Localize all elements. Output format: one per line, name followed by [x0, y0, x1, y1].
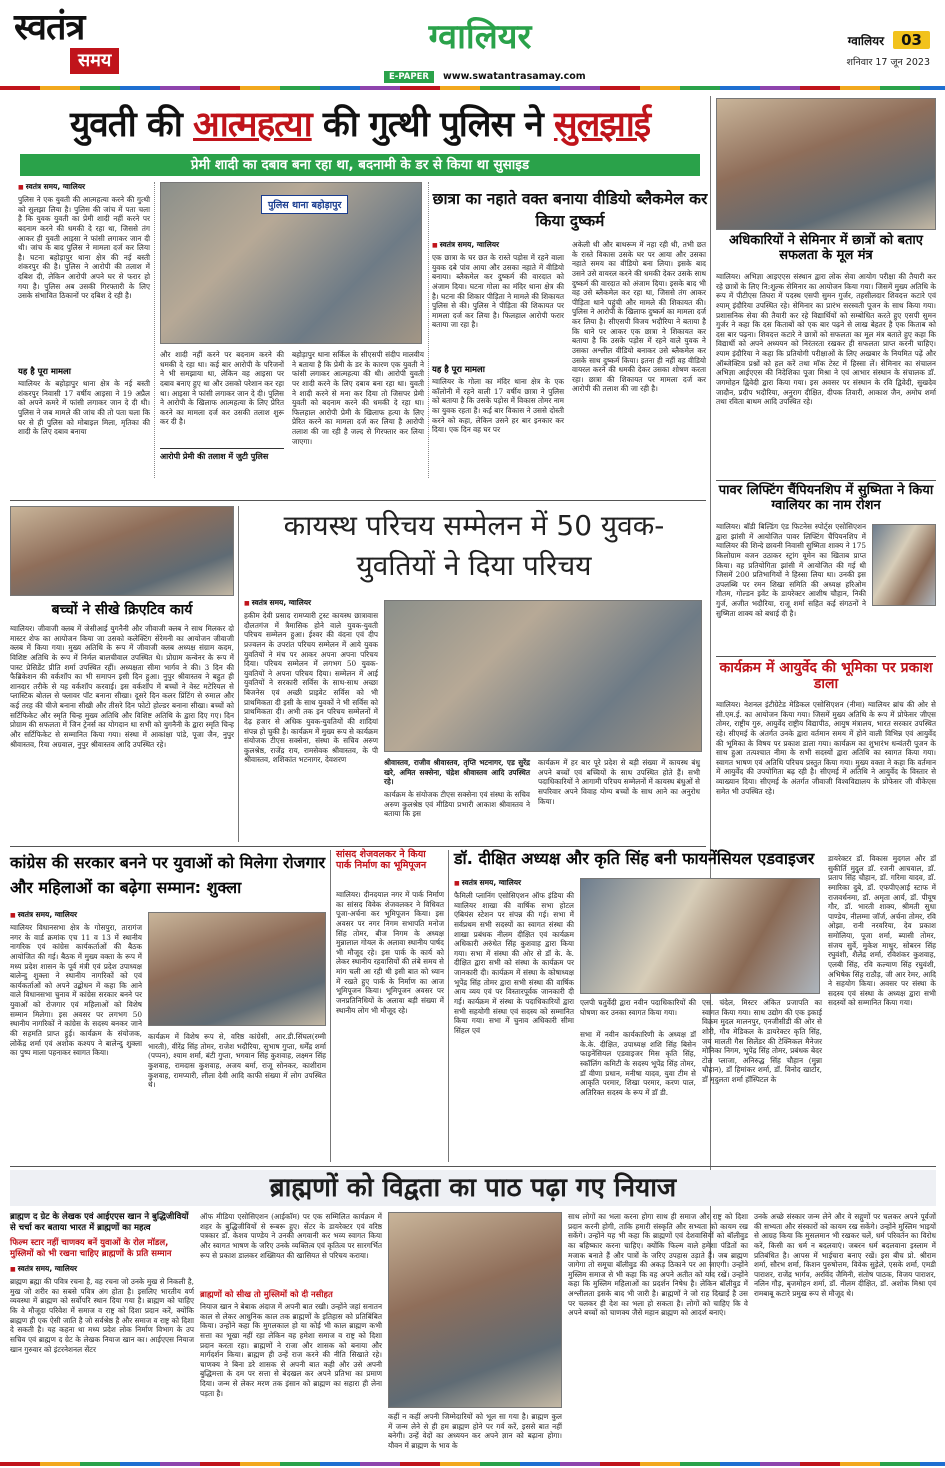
byline: ■ स्वतंत्र समय, ग्वालियर [10, 910, 142, 920]
row-rule [716, 480, 936, 481]
article-text: और शादी नहीं करने पर बदनाम करने की धमकी दे रहा था। कई बार आरोपी के परिजनों ने भी समझाया था, लेकिन वह आइसा पर दबाव बनाए हुए था और उसको परेशान कर रहा था। आइसा ने फांसी लगाकर जान दे दी। पुलिस ने आरोपी के खिलाफ आत्महत्या के लिए प्रेरित करने का मामला दर्ज कर उसकी तलाश शुरू कर दी है। [160, 350, 284, 427]
photo-caption: आरोपी प्रेमी की तलाश में जुटी पुलिस [160, 448, 284, 462]
article-text: कार्यक्रम में हर बार पूरे प्रदेश से बड़ी संख्या में कायस्थ बंधु अपने बच्चों एवं बच्चियों के साथ उपस्थित होते हैं। सभी पदाधिकारियों ने आगामी परिचय सम्मेलनों में कायस्थ बंधुओं से सपरिवार अपने विवाह योग्य बच्चों के साथ आने का अनुरोध किया। [538, 758, 700, 806]
dikshit-col-1 [454, 878, 574, 1160]
seminar-headline: अधिकारियों ने सेमिनार में छात्रों को बताए सफलता के मूल मंत्र [729, 233, 923, 263]
police-station-photo [160, 182, 422, 344]
page-info [790, 30, 930, 80]
lead-col-2 [160, 350, 284, 490]
congress-headline: कांग्रेस की सरकार बनने पर युवाओं को मिलेगा रोजगार और महिलाओं का बढ़ेगा सम्मान: शुक्ला [10, 853, 326, 897]
article-text: बहोड़ापुर थाना सर्किल के सीएसपी संदीप मालवीय ने बताया है कि प्रेमी के डर के कारण एक युवती ने फांसी लगाकर आत्महत्या की थी। आरोपी युवती पर शादी करने के लिए दबाव बना रहा था। युवती ने शादी करने से मना कर दिया तो जिसपर प्रेमी युवती को बदनाम करने की धमकी दे रहा था। फिलहाल आरोपी प्रेमी के खिलाफ हत्या के लिए प्रेरित करने का मामला दर्ज कर लिया है आरोपी तलाश की जा रही है जल्द से गिरफ्तार कर लिया जाएगा। [292, 350, 424, 446]
epaper-bar [384, 64, 644, 82]
article-text: डायरेक्टर डॉ. विकास मुदगल और डॉ सुकीर्ति मुदुल डॉ. रजनी आचवाल, डॉ. प्रताप सिंह चौहान, डॉ. गरिमा यादव, डॉ. स्मारिका दुबे, डॉ. एफपीएआई स्टाफ में राजवर्धनमा, डॉ. अमृता आर्य, डॉ. पीयूष गौर, डॉ. भारती शाक्य, श्रीमती सुधा पाण्डेय, नीलम्मा जॉर्ज, अर्चना तोमर, रवि ओझा, रानी नरवरिया, देव प्रकाश समोलिया, पूजा शर्मा, ब्यासी तोमर, संजय सुर्वे, मुकेश माथुर, सोबरन सिंह रघुवंशी, शैलेंद्र शर्मा, रविशंकर कुशवाह, एलबी सिंह, रवि कल्याण सिंह रघुवंशी, अभिषेक सिंह राठौड़, जी आर रेमर, आदि ने सहयोग किया। अवसर पर संस्था के सदस्य एवं संस्था के अध्यक्ष द्वारा सभी सदस्यों को सम्मानित किया गया। [828, 854, 936, 1008]
column-rule [448, 850, 449, 1162]
niyaz-khan-photo [388, 1212, 562, 1408]
article-text: कार्यक्रम में विशेष रूप से, वरिष्ठ कांग्रेसी, आर.डी.सिंघल(रम्मी भारती), वीरेंद्र सिंह तोमर, राजेश भदौरिया, सुभाष गुप्ता, धर्मेंद्र शर्मा (पप्पन), श्याम शर्मा, बंटी गुप्ता, भगवान सिंह कुशवाह, लक्ष्मन सिंह कुशवाह, रामदास कुशवाह, अजय बर्मा, राजू सोनकर, काशीराम कुशवाह, रामप्यारी, लीला देवी आदि काफी संख्या में लोग उपस्थित थे। [148, 1032, 326, 1090]
bullet-1: ब्राह्मण द ग्रेट के लेखक एवं आईएएस खान ने बुद्धिजीवियों से चर्चा कर बताया भारत में ब्राह्मणों का महत्व [10, 1212, 189, 1234]
row-rule [716, 656, 936, 657]
article-text: ग्वालियर के गोला का मंदिर थाना क्षेत्र के एक कॉलोनी में रहने वाली 17 वर्षीय छात्रा ने पुलिस को बताया है कि उसके पड़ोस में विकास तोमर नाम का युवक रहता है। कई बार विकास ने उससे दोस्ती करने को कहा, लेकिन उसने हर बार इनकार कर दिया। एक दिन वह घर पर [432, 377, 564, 435]
bachche-headline: बच्चों ने सीखे क्रिएटिव कार्य [51, 602, 193, 618]
city-title: ग्वालियर [428, 17, 532, 57]
subhead: यह है पूरा मामला [18, 366, 71, 376]
felicitation-photo [580, 878, 820, 994]
sushmita-photo [872, 524, 936, 606]
brahman-col-1 [10, 1212, 194, 1460]
kids-workshop-photo [10, 506, 234, 596]
power-story [716, 484, 936, 654]
chhatra-col-1 [432, 240, 564, 480]
article-text: ग्वालियर। अभिज्ञा आइएएस संस्थान द्वारा लोक सेवा आयोग परीक्षा की तैयारी कर रहे छात्रों के लिए नि:शुल्क सेमिनार का आयोजन किया गया। जिसमें मुख्य अतिथि के रूप में पीटीएस तिघरा में पदस्थ एसपी सुमन गुर्जर, तहसीलदार शिवदत्त कटारे एवं श्याम् इंदौरिया उपस्थित रहे। सेमिनार का प्रारंभ सरस्वती पूजन के साथ किया गया। प्रशासनिक सेवा की तैयारी कर रहे विद्यार्थियों को सम्बोधित करते हुए एसपी सुमन गुर्जर ने कहा कि दस किताबों को एक बार पढ़ने से लाख बेहतर है एक किताब को दस बार पढ़ना। शिवदत्त कटारे ने छात्रों को सफलता का मूल मंत्र बताते हुए कहा कि विद्यार्थी को अपने अध्ययन को निरंतरता रखकर ही सफलता प्राप्त करनी चाहिए। श्याम इंदौरिया ने कहा कि प्रतियोगी परीक्षाओं के लिए अखबार के नियमित पढ़ें और ऑब्जेक्टिव प्रश्नों को हल करें तथा मॉक टेस्ट में हिस्सा लें। सेमिनार का संचालन अभिज्ञा आईएएस की निदेशिका पूजा मिश्रा ने एवं आभार संस्थान के संचालक डॉ. जगमोहन द्विवेदी द्वारा किया गया। इस अवसर पर संस्थान के रवि द्विवेदी, सुखदेव जादौन, प्रदीप भदौरिया, अनुराग दीक्षित, दीपक तिवारी, आकाश जैन, अमोघ शर्मा तथा रविता बाथम आदि उपस्थित रहे। [716, 272, 936, 407]
brahman-col-2 [200, 1212, 382, 1460]
row-rule [10, 500, 706, 501]
dikshit-col-2 [580, 998, 696, 1160]
article-text: एक छात्रा के घर छत के रास्ते पड़ोस में रहने वाला युवक दबे पांव आया और उसका नहाते में वीडियो बनाया। ब्लैकमेल कर दुष्कर्म की वारदात को अंजाम दिया। घटना गोला का मंदिर थाना क्षेत्र की है। घटना की शिकार पीड़िता ने मामले की शिकायत पुलिस से की। पुलिस ने पीड़िता की शिकायत पर मामला दर्ज कर लिया है। फिलहाल आरोपी फरार बताया जा रहा है। [432, 253, 564, 330]
byline: ■ स्वतंत्र समय, ग्वालियर [244, 598, 378, 608]
row-rule [10, 846, 706, 847]
dikshit-story [454, 850, 936, 1162]
bottom-stripe [0, 1462, 945, 1466]
power-headline: पावर लिफ्टिंग चैंपियनशिप में सुष्मिता ने किया ग्वालियर का नाम रोशन [718, 483, 934, 513]
congress-col-1 [10, 910, 142, 1160]
article-text-continued [716, 612, 936, 652]
headline-red-1: आत्महत्या [193, 105, 312, 145]
headline-red-2: सुलझाई [553, 105, 651, 145]
brahman-headline: ब्राह्मणों को विद्वता का पाठ पढ़ा गए नियाज [10, 1170, 936, 1206]
group-photo [384, 600, 702, 752]
subhead: ब्राह्मणों को सीख तो मुस्लिमों को दी नसीहत [200, 1289, 333, 1299]
article-text: ग्वालियर। दीनदयाल नगर में पार्क निर्माण का सांसद विवेक शेजवलकर ने विधिवत पूजा-अर्चना कर भूमिपूजन किया। इस अवसर पर नगर निगम सभापति मनोज सिंह तोमर, बीज निगम के अध्यक्ष मुन्नालाल गोयल के अलावा स्थानीय पार्षद भी मौजूद रहे। इस पार्क के कार्य को लेकर स्थानीय रहवासियों की लंबे समय से मांग चली आ रही थी इसी बात को ध्यान में रखते हुए पार्क के निर्माण का आज भूमिपूजन किया। भूमिपूजन अवसर पर जनप्रतिनिधियों के अलावा बड़ी संख्या में स्थानीय लोग भी मौजूद रहे। [336, 890, 444, 1015]
website[interactable]: www.swatantrasamay.com [443, 71, 586, 82]
dikshit-headline: डॉ. दीक्षित अध्यक्ष और कृति सिंह बनी फायनेंसियल एडवाइजर [454, 849, 815, 868]
article-text: ग्वालियर। बॉडी बिल्डिंग एंड फिटनेस स्पोर्ट्स एसोसिएशन द्वारा झांसी में आयोजित पावर लिफ्टिंग चैंपियनशिप में ग्वालियर की शिन्दे छावनी निवासी सुष्मिता शाक्य ने 175 किलोग्राम वजन उठाकर स्ट्रांग वूमेन का खिताब प्राप्त किया। वह प्रतियोगिता झांसी में आयोजित की गई थी जिसमें 200 प्रतिभागियों ने हिस्सा लिया था। उनकी इस उपलब्धि पर रमन शिखा समिति की अध्यक्ष हरिओम गौतम, गोल्डन इवेंट के डायरेक्टर आशीष चौहान, निकी गुर्ज, अजीत भदौरिया, राजू शर्मा सहित कई संगठनों ने सुष्मिता शाक्य को बधाई दी है। [716, 522, 866, 618]
photo-caption: श्रीवास्तव, राजीव श्रीवास्तव, तृप्ति भटनागर, एड सुरेंद्र खरे, अमित सक्सेना, चंद्रेश श्रीवास्तव आदि उपस्थित रहे। [384, 758, 530, 787]
article-text: सभा में नवीन कार्यकारिणी के अध्यक्ष डॉ के.के. दीक्षित, उपाध्यक्ष शशि सिंह बिसेन फाइनेंसियल एडवाइजर मिस कृति सिंह, स्कॉलिंग कमिटी के सदस्य भूपेंद्र सिंह तोमर, डॉ वीणा प्रधान, मनीषा यादव, युवा टीम से आकृति परमार, शिखा परमार, करण पाल, अतिरिक्त सदस्य के रूप में डॉ डी. [580, 1030, 696, 1097]
kayastha-col-2 [384, 758, 530, 842]
logo [14, 8, 154, 82]
column-rule [238, 506, 239, 842]
article-text: ग्वालियर विधानसभा क्षेत्र के गोसपुरा, तारागंज नगर के वार्ड क्रमांक एच 11 व 13 में स्थानीय नागरिक एवं कांग्रेस कार्यकर्ताओं की बैठक आयोजित की गई। बैठक में मुख्य वक्ता के रूप में मध्य प्रदेश शासन के पूर्व मंत्री एवं प्रदेश उपाध्यक्ष बालेन्दु शुक्ला ने स्थानीय नागरिकों को एवं कार्यकर्ताओं को अपने उद्बोधन में कहा कि आने वाले विधानसभा चुनाव में कांग्रेस सरकार बनने पर युवाओं को रोजगार एवं महिलाओं को विशेष सम्मान मिलेगा। इस अवसर पर लगभग 50 स्थानीय नागरिकों ने कांग्रेस के सदस्य बनकर जाने की सहमति प्राप्त हुई। कार्यक्रम के संयोजक, लोकेंद्र शर्मा एवं अशोक कश्यप ने बालेन्दु शुक्ला का पुष्प माला पहनाकर स्वागत किया। [10, 923, 142, 1058]
article-text: ऑफ मीडिया एसोसिएशन (आईकॉम) पर एक सम्मिलित कार्यक्रम में शहर के बुद्धिजीवियों से रूबरू हुए। सेंटर के डायरेक्टर एवं वरिष्ठ पत्रकार डॉ. केशव पाण्डेय ने उनकी अगवानी कर भव्य स्वागत किया और स्वागत भाषण के जरिए उनके व्यक्तित्व एवं कृतित्व पर सारगर्भित रूप से प्रकाश डालकर शख्सियत की खासियत से परिचय कराया। [200, 1212, 382, 1260]
ayurved-story [716, 660, 936, 840]
sansad-headline: सांसद शेजवलकर ने किया पार्क निर्माण का भूमिपूजन [336, 849, 427, 871]
meeting-photo [148, 912, 326, 1026]
epaper-label: E-PAPER [384, 71, 434, 83]
article-text: एलपी चतुर्वेदी द्वारा नवीन पदाधिकारियों की घोषणा कर उनका स्वागत किया गया। [580, 998, 696, 1017]
masthead [0, 0, 945, 92]
sansad-story [336, 850, 444, 1162]
article-text: साथ लोगों का भला करना होगा साथ ही समाज और राष्ट्र को दिशा प्रदान करनी होगी, ताकि हमारी संस्कृति और सभ्यता को कायम रख सकेंगे। उन्होंने यह भी कहा कि ब्राह्मणों एवं देशवासियों को बॉलीवुड का बहिष्कार करना चाहिए। क्योंकि फिल्म वाले हमेशा पंडितों का मजाक बनाते हैं और पात्रों के जरिए उपहास उड़ाते हैं। जब ब्राह्मण जागेगा तो समूचा बॉलीवुड की अकड़ ठिकाने पर आ जाएगी। उन्होंने मुस्लिम समाज से भी कहा कि वह अपने अतीत को याद रखें। उन्होंने कहा कि मुस्लिम महिलाओं का प्रदर्शन निषेध है। लेकिन बॉलीवुड में अश्लीलता इसके बाद भी जारी है। ब्राह्मणों ने जो राह दिखाई है उस पर चलकर ही देश का भला हो सकता है। लोगों को चाहिए कि वे अपने बच्चों को चाणक्य जैसे महान ब्राह्मण को आदर्श बनाएं। [568, 1212, 748, 1318]
byline: ■ स्वतंत्र समय, ग्वालियर [454, 878, 574, 888]
lead-col-3 [292, 350, 424, 490]
article-text: ग्वालियर के बहोड़ापुर थाना क्षेत्र के नई बस्ती शंकरपुर निवासी 17 वर्षीय आइसा ने 19 अप्रैल को अपने कमरे में फांसी लगाकर जान दे दी थी। पुलिस ने जब मामले की जांच की तो पता चला कि घर से ही पुलिस को मोबाइल मिला, मृतिका की शादी के लिए दबाव बनाया [18, 379, 150, 437]
article-text: कार्यक्रम के संयोजक टीएस सक्सेना एवं संस्था के सचिव अरुण कुलश्रेष्ठ एवं मीडिया प्रभारी आकाश श्रीवास्तव ने बताया कि इस [384, 790, 530, 819]
article-text: ग्वालियर। जीवाजी क्लब में जेसीआई युगनैनी और जीवाजी क्लब ने साथ मिलकर दो मास्टर शेफ का आयोजन किया जा उसको कलेक्टिंग सेरेमनी का आयोजन जीवाजी क्लब में किया गया। मुख्य अतिथि के रूप में जीवाजी क्लब अध्यक्ष संग्राम कदम, विशिष्ट अतिथि के रूप में निर्मल बालचीवाल उपस्थित थे। प्रोग्राम कन्वेनर के रूप में पास्ट प्रेसिडेंट प्रीति शर्मा उपस्थित रहीं। अध्यक्षता सीमा भार्गव ने की। 3 दिन की फैब्रिकेशन की वर्कशॉप का भी समापन इसी दिन हुआ। नुपुर श्रीवास्तव ने बहुत ही शानदार तरीके से यह वर्कशॉप करवाई। इस वर्कशॉप में बच्चों ने वेस्ट मटेरियल से प्लास्टिक बोतल से फ्लावर पॉट बनाना सीखा। दूसरे दिन कलर प्रिंटिंग से रुमाल और कई तरह की चीजे बनाना सीखी और तीसरे दिन फोटो होल्डर बनाना सीखा। बच्चों को सर्टिफिकेट और स्मृति चिन्ह मुख्य अतिथि और विशिष्ट अतिथि के द्वारा दिए गए। दिन प्रोग्राम की सफलता में जिन ट्रेनर्स का योगदान था सभी को युगनैनी के द्वारा स्मृति चिन्ह और सर्टिफिकेट से सम्मानित किया गया। संस्था में आकांक्षा पांडे, पूजा जैन, नुपुर श्रीवास्तव, रिया अग्रवाल, नुपुर श्रीवास्तव आदि उपस्थित रहे। [10, 624, 234, 749]
subhead: यह है पूरा मामला [432, 364, 485, 374]
lead-story [10, 96, 710, 496]
page-city: ग्वालियर [847, 34, 885, 48]
divider [428, 182, 429, 478]
article-text: ब्राह्मण ब्रह्मा की पवित्र रचना है, वह रचना जो उनके मुख से निकली है, मुख जो शरीर का सबसे पवित्र अंग होता है। इसलिए भारतीय वर्ण व्यवस्था में ब्राह्मण को सर्वोपरि स्थान दिया गया है। ब्राह्मण को चाहिए कि वे मौजूदा परिवेश में समाज व राष्ट्र को दिशा प्रदान करें, क्योंकि ब्राह्मण ही एक ऐसी जाति है जो सर्वश्रेष्ठ है और समाज व राष्ट्र को दिशा दे सकती है। यह कहना था मध्य प्रदेश लोक निर्माण विभाग के उप सचिव एवं ब्राह्मण द ग्रेट के लेखक नियाज खान का। आईएएस नियाज खान गुरुवार को इंटरनेशनल सेंटर [10, 1277, 194, 1354]
brahman-story [10, 1170, 936, 1460]
chhatra-headline: छात्रा का नहाते वक्त बनाया वीडियो ब्लैकमेल कर किया दुष्कर्म [432, 190, 708, 230]
divider [154, 182, 155, 478]
chhatra-col-2 [572, 240, 706, 480]
article-text: ग्वालियर। नेशनल इंटीग्रेटेड मेडिकल एसोसिएशन (नीमा) ग्वालियर ब्रांच की ओर से सी.एम.ई. का आयोजन किया गया। जिसमें मुख्य अतिथि के रूप में प्रोफेसर जीएस तोमर, राष्ट्रीय गुरु, आयुर्वेद राष्ट्रीय विद्यापीठ, आयुष मंत्रालय, भारत सरकार उपस्थित रहे। सीएमई के अंतर्गत उनके द्वारा वर्तमान समय में होने वाली विभिन्न एवं आयुर्वेद की भूमिका के विषय पर प्रकाश डाला गया। कार्यक्रम का शुभारंभ धन्वंतरी पूजन के साथ हुआ तत्पश्चात नीमा के सभी सदस्यों द्वारा अतिथि का स्वागत किया गया। स्वागत भाषण एवं अतिथि परिचय प्रस्तुत किया गया। मुख्य वक्ता ने कहा कि वर्तमान में आयुर्वेद की उपयोगिता बढ़ रही है। सीएमई में अतिथि ने आयुर्वेद के विस्तार से व्याख्यान दिया। सीएमई के अंतर्गत जीवाजी विश्वविद्यालय के प्रोफेसर जी वीकेएस समेत भी उपस्थित रहे। [716, 700, 936, 796]
byline: ■ स्वतंत्र समय, ग्वालियर [432, 240, 564, 250]
article-text: उनके अच्छे संस्कार जन्म लेने और वे सद्गुणों पर चलकर अपने पूर्वजों की सभ्यता और संस्कारों को कायम रख सकेंगे। उन्होंने मुस्लिम भाइयों से आग्रह किया कि मुसलमान भी रखकर चलें, धर्म परिवर्तन का विरोध करें, किसी का धर्म न बदलवाएं। जबरन धर्म बदलवाना इस्लाम में प्रतिबंधित है। आपस में भाईचारा बनाए रखें। इस बीच प्रो. श्रीराम शर्मा, सौरभ शर्मा, किशन पुरुषोत्तम, विवेक सुड़ेले, एसके शर्मा, एमडी पाराशर, राजेंद्र भार्गव, अरविंद जैमिनी, संतोष पाठक, विजय पाराशर, नलिन गौड़, बृजमोहन शर्मा, डॉ. नीलम दीक्षित, डॉ. अशोक मिश्रा एवं रामबाबू कटारे प्रमुख रूप से मौजूद थे। [754, 1212, 936, 1298]
police-sign: पुलिस थाना बहोड़ापुर [261, 195, 348, 214]
article-text: कहीं न कहीं अपनी जिम्मेदारियों को भूल सा गया है। ब्राह्मण कुल में जन्म लेने से ही हम ब्राह्मण होने पर गर्व करें, इससे बात नहीं बनेगी। उन्हें वेदों का अध्ययन कर अपने ज्ञान को बढ़ाना होगा। यौवन में ब्राह्मण के भाव के [388, 1412, 562, 1450]
lead-col-1 [18, 182, 150, 482]
row-rule [10, 1166, 936, 1167]
logo-top: स्वतंत्र [14, 7, 85, 48]
article-text: नियाज खान ने बेबाक अंदाज में अपनी बात रखी। उन्होंने जहां सनातन काल से लेकर आधुनिक काल तक ब्राह्मणों के इतिहास को प्रतिबिंबित किया। उन्होंने कहा कि मुगलकाल हो या कोई भी काल ब्राह्मण कभी सत्ता का भूखा नहीं रहा लेकिन वह हमेशा समाज व राष्ट्र को दिशा प्रदान करता रहा। ब्राह्मणों ने राजा और शासक को बनाया और मार्गदर्शन किया। ब्राह्मण ही उन्हें राज करने की नीति सिखाते रहे। चाणक्य ने बिना डरे शासक से अपनी बात कही और उसे अपनी बुद्धिमत्ता के दम पर सत्ता से बेदखल कर अपने प्रतिभा का प्रमाण दिया। जन्म से लेकर मरण तक इंसान को ब्राह्मण का सहारा ही लेना पड़ता है। [200, 1302, 382, 1398]
byline: ■ स्वतंत्र समय, ग्वालियर [18, 182, 150, 192]
kayastha-story [244, 506, 704, 842]
page-number: 03 [893, 31, 930, 49]
lead-headline: युवती की आत्महत्या की गुत्थी पुलिस ने सुलझाई [69, 105, 651, 145]
color-stripe [0, 86, 945, 90]
article-text: अकेली थी और बाथरूम में नहा रही थी, तभी छत के रास्ते विकास उसके घर पर आया और उसका नहाते समय का वीडियो बना लिया। इसके बाद उसने उसे वायरल करने की धमकी देकर उसके साथ दुष्कर्म की वारदात को अंजाम दिया। इसके बाद भी वह उसे ब्लैकमेल कर रहा था, जिससे तंग आकर पीड़िता थाने पहुंची और मामले की शिकायत की। पुलिस ने आरोपी के खिलाफ दुष्कर्म का मामला दर्ज कर लिया है। सीएसपी विजय भदौरिया ने बताया है कि थाने पर आकर एक छात्रा ने शिकायत कर बताया है कि उसके पड़ोस में रहने वाले युवक ने उसका अश्लील वीडियो बनाकर उसे ब्लैकमेल कर उसके साथ दुष्कर्म किया। इतना ही नहीं वह वीडियो वायरल करने की धमकी देकर उसका शोषण करता रहा। छात्रा की शिकायत पर मामला दर्ज कर आरोपी की तलाश की जा रही है। [572, 240, 706, 394]
seminar-photo [716, 98, 936, 230]
congress-story [10, 850, 326, 1162]
ayurved-headline: कार्यक्रम में आयुर्वेद की भूमिका पर प्रकाश डाला [719, 660, 933, 693]
column-rule [330, 850, 331, 1162]
kayastha-headline: कायस्थ परिचय सम्मेलन में 50 युवक-युवतियों ने दिया परिचय [283, 509, 665, 582]
article-text: पुलिस ने एक युवती की आत्महत्या करने की गुत्थी को सुलझा लिया है। पुलिस की जांच में पता चला है कि युवक युवती का प्रेमी शादी नहीं करने पर बदनाम करने की धमकी दे रहा था, जिससे तंग आकर ही युवती आइसा ने फांसी लगाकर जान दी थी। जांच के बाद पुलिस ने मामला दर्ज कर लिया है। घटना बहोड़ापुर थाना क्षेत्र की नई बस्ती शंकरपुर की है। पुलिस ने आरोपी की तलाश में दबिश दी, लेकिन आरोपी अपने घर से फरार हो गया है। पुलिस अब उसकी गिरफ्तारी के लिए उसके संभावित ठिकानों पर दबिश दे रही है। [18, 195, 150, 301]
article-text: फैमिली प्लानिंग एसोसिएशन ऑफ इंडिया की ग्वालियर शाखा की वार्षिक सभा होटल एंबियंस स्टेशन पर संपन्न की गई। सभा में सर्वप्रथम सभी सदस्यों का स्वागत संस्था की शाखा प्रबंधक नीलम दीक्षित एवं कार्यक्रम अधिकारी अरुंधेत सिंह कुशवाह द्वारा किया गया। सभा में संस्था की ओर से डॉ के. के. दीक्षित द्वारा सभी को संस्था के कार्यक्रम पर जानकारी दी। कार्यक्रम में संस्था के कोषाध्यक्ष भूपेंद्र सिंह तोमर द्वारा सभी संस्था की वार्षिक आय व्यय एवं पर विस्तारपूर्वक जानकारी दी गई। कार्यक्रम में संस्था के पदाधिकारियों द्वारा सभी सहयोगी संस्था एवं सदस्य को सम्मानित किया गया। सभा में चुनाव अधिकारी सीमा सिंहल एवं [454, 891, 574, 1035]
date: शनिवार 17 जून 2023 [846, 57, 930, 68]
kayastha-col-1 [244, 598, 378, 842]
article-text: एस. चंदेल, मिस्टर अंकित प्रजापति का स्वागत किया गया। साथ उद्योग की एक इकाई विक्रम मुदल मालनपुर, एनजीसीडी की ओर से शोरी, गौव मेडिकल के डायरेक्टर कृति सिंह, जय मालती गैस सिलेंडर की टेक्निकल मैनेजर मोनिका निगम, भूपेंद्र सिंह तोमर, प्रबंधक बेदर टोल प्लाजा, अनिरुद्ध सिंह चौहान (मुन्ना चौहान), डॉ हिमांकर शर्मा, डॉ. विनोद खाटोर, डॉ मृदुलता शर्मा हॉस्पिटल के [702, 998, 822, 1084]
bullet-2: फिल्म स्टार नहीं चाणक्य बनें युवाओं के रोल मॉडल, मुस्लिमों को भी रखना चाहिए ब्राह्मणों के प्रति सम्मान [10, 1238, 172, 1260]
byline: ■ स्वतंत्र समय, ग्वालियर [10, 1264, 194, 1274]
bachche-story [10, 506, 234, 842]
lead-deck: प्रेमी शादी का दबाव बना रहा था, बदनामी के डर से किया था सुसाइड [20, 154, 700, 176]
logo-bottom: समय [70, 48, 119, 74]
article-text: हकीम देवी प्रसाद रामप्यारी ट्रस्ट कायस्थ छात्रावास दौलतगंज में त्रैमासिक होने वाले युवक-युवती परिचय सम्मेलन हुआ। ईश्वर की वंदना एवं दीप प्रज्वलन के उपरांत परिचय सम्मेलन में आये युवक युवतियों ने मंच पर आकर अपना अपना परिचय दिया। परिचय सम्मेलन में लगभग 50 युवक-युवतियों ने अपना परिचय दिया। सम्मेलन में आई युवतियों ने सरकारी सर्विस के साथ-साथ अच्छा बिजनेस एवं अच्छी प्राइवेट सर्विस को भी प्राथमिकता दी इसी के साथ युवकों ने भी सर्विस को प्राथमिकता दी। अभी तक इन परिचय सम्मेलनों में देढ़ हजार से अधिक युवक-युवतियों की शादियां संपन्न हो चुकी है। कार्यक्रम में मुख्य रूप से कार्यक्रम संयोजक टीएस सक्सेना, संस्था के सचिव अरुण कुलश्रेष्ठ, राजेंद्र राय, रामसेवक श्रीवास्तव, के पी श्रीवास्तव, शशिकांत भटनागर, देवशरण [244, 611, 379, 765]
seminar-story [716, 96, 936, 476]
